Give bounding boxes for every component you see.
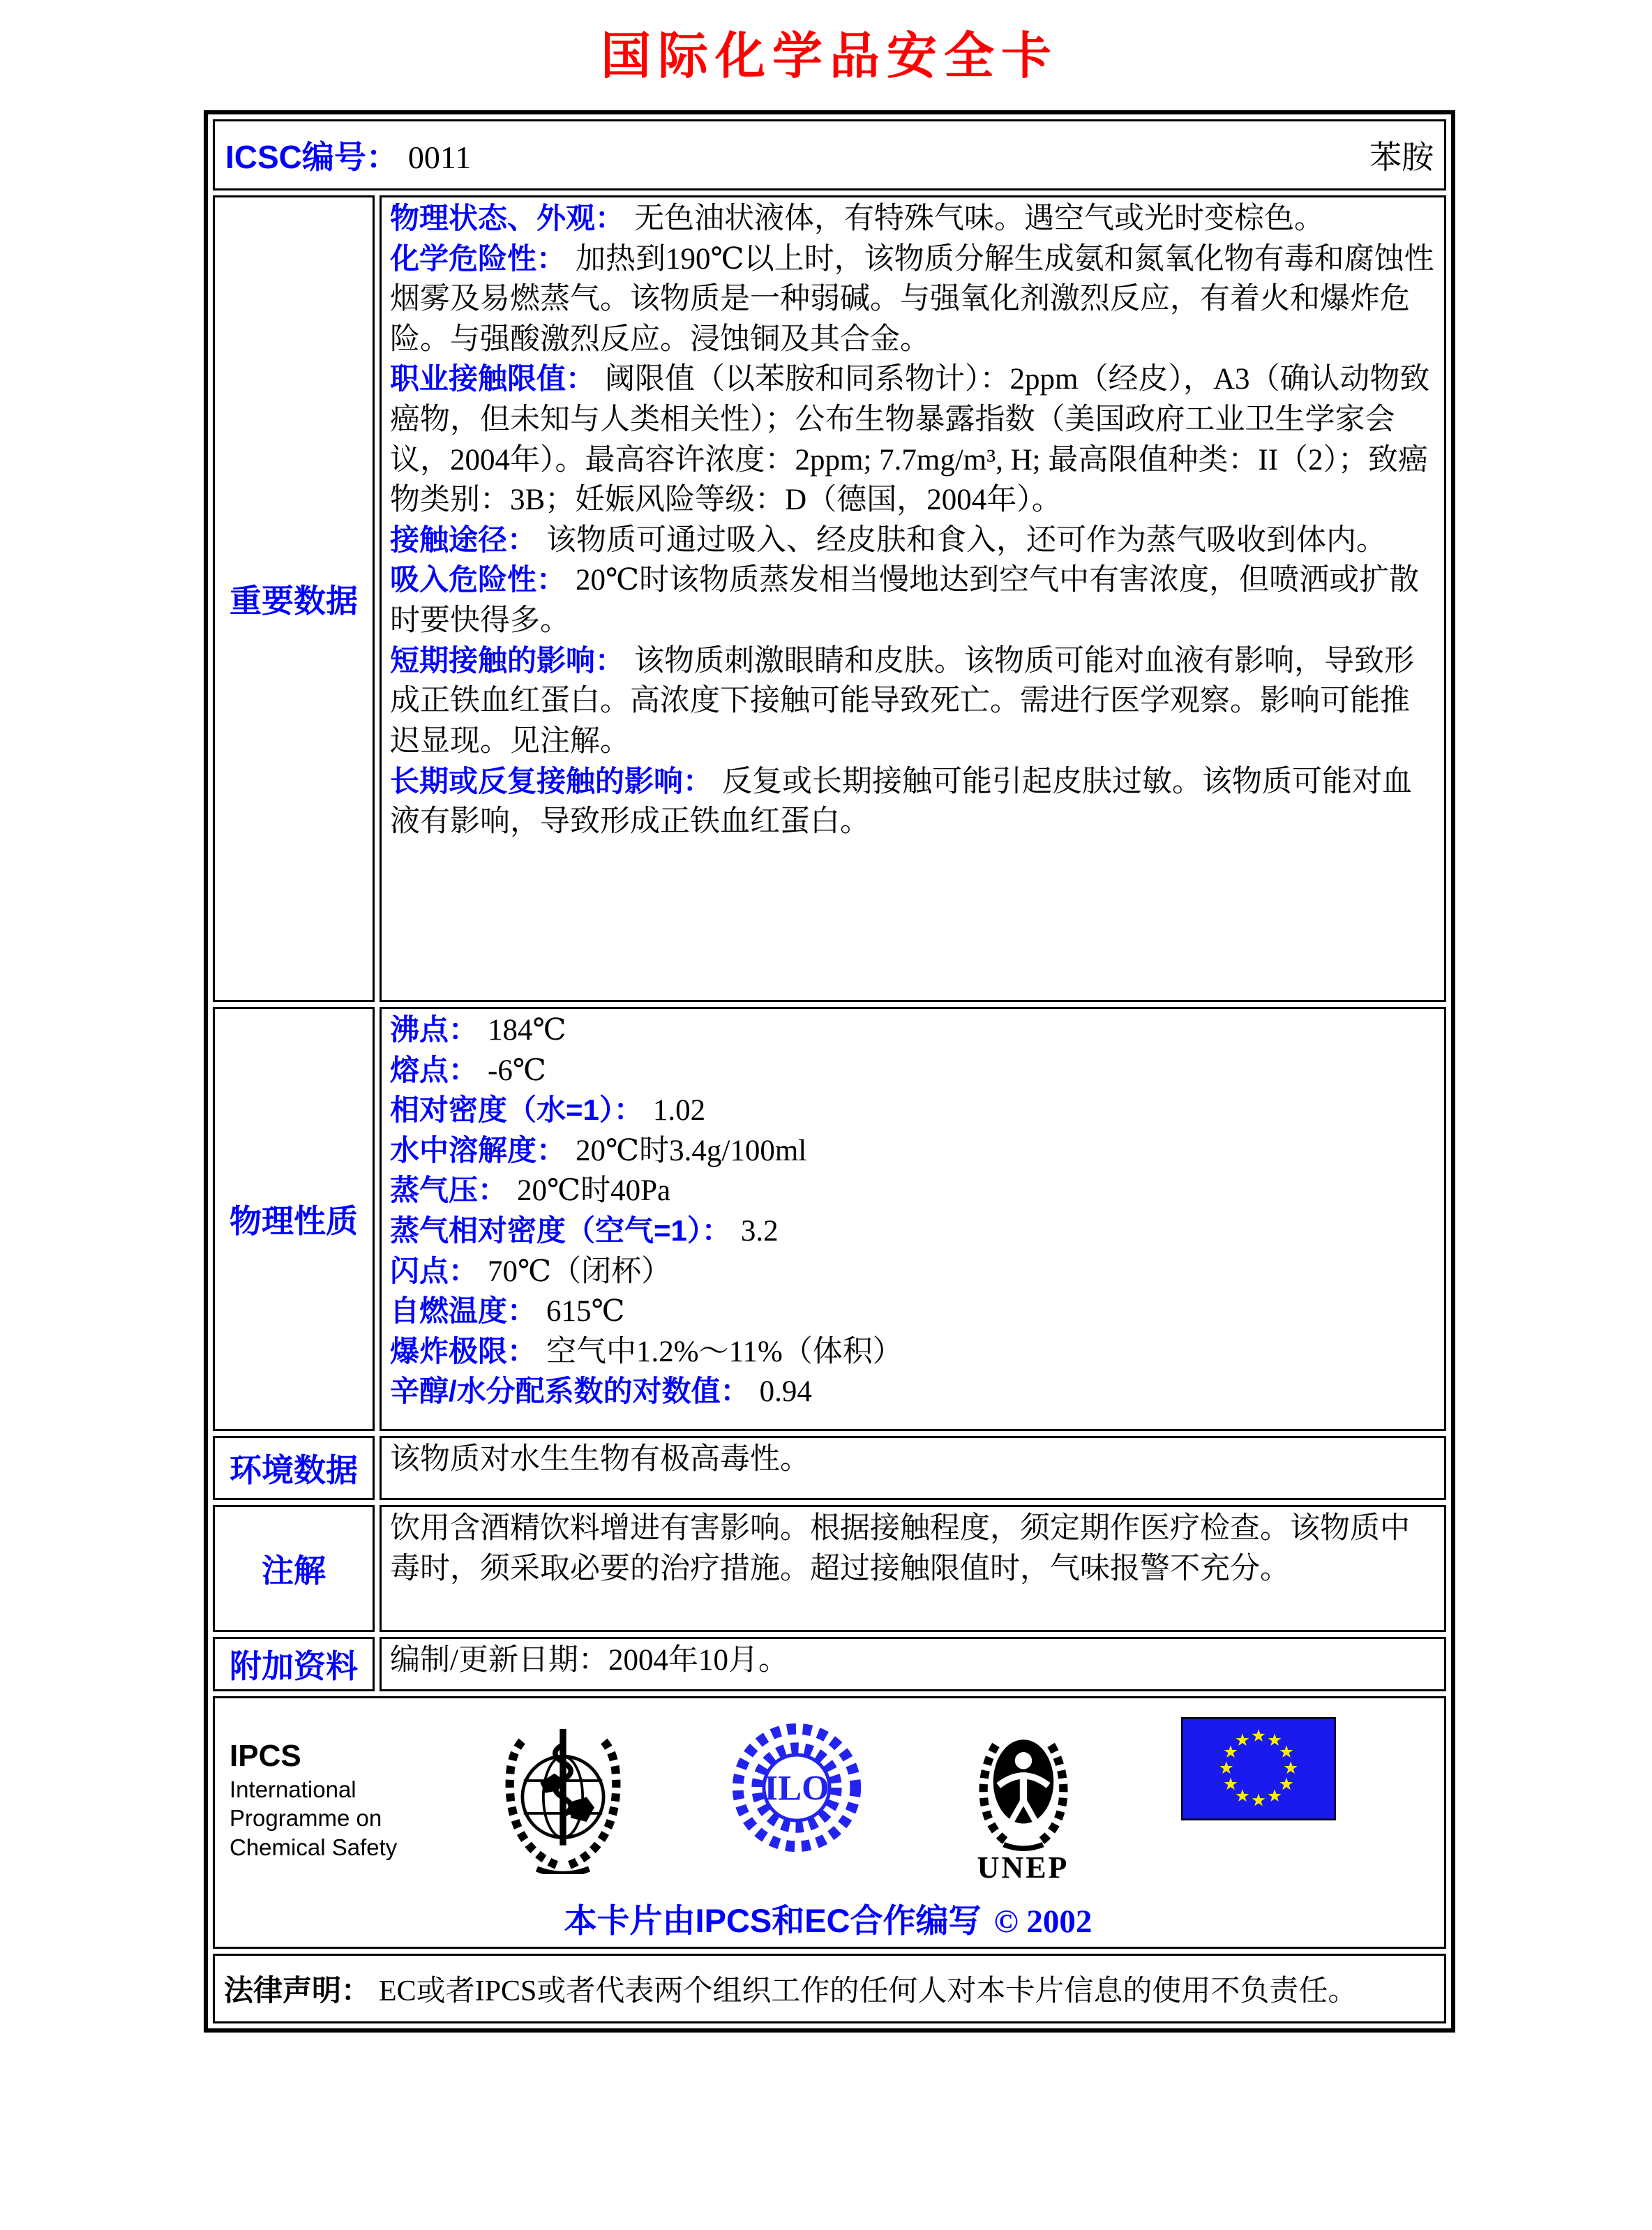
important-data-item	[390, 199, 1436, 239]
item-text: 阈限值（以苯胺和同系物计）：2ppm（经皮），A3（确认动物致癌物，但未知与人类相关性）；公布生物暴露指数（美国政府工业卫生学家会议，2004年）。最高容许浓度：2ppm; 7.7mg/m³, H; 最高限值种类：II（2）；致癌物类别：3B；妊娠风险等级：D（德国，2004年）。	[390, 363, 1430, 517]
property-value: 3.2	[740, 1215, 779, 1248]
notes-label-cell	[213, 1505, 375, 1632]
icsc-card-table	[204, 110, 1455, 2033]
item-keyword: 职业接触限值：	[390, 362, 596, 396]
item-text: 无色油状液体，有特殊气味。遇空气或光时变棕色。	[634, 202, 1325, 235]
ipcs-line3: Chemical Safety	[230, 1834, 398, 1860]
svg-text:ILO: ILO	[764, 1769, 829, 1809]
property-value: 184℃	[488, 1014, 566, 1047]
property-value: -6℃	[488, 1054, 546, 1087]
environmental-data-content: 该物质对水生生物有极高毒性。	[380, 1436, 1446, 1500]
property-value: 70℃（闭杯）	[488, 1255, 672, 1288]
additional-info-label-cell	[213, 1637, 375, 1691]
page-title: 国际化学品安全卡	[600, 29, 1058, 84]
item-keyword: 物理状态、外观：	[390, 202, 625, 234]
legal-row	[213, 1954, 1446, 2023]
important-data-item	[390, 762, 1436, 842]
item-keyword: 短期接触的影响：	[390, 643, 625, 677]
item-keyword: 吸入危险性：	[390, 563, 566, 597]
property-keyword: 蒸气压：	[390, 1174, 508, 1207]
environmental-data-label-cell	[213, 1436, 375, 1500]
logos-row	[213, 1696, 1446, 1949]
property-keyword: 蒸气相对密度（空气=1）：	[390, 1214, 731, 1248]
chemical-name: 苯胺	[1369, 140, 1434, 175]
environmental-data-row	[213, 1436, 1446, 1500]
copyright-text: © 2002	[993, 1903, 1092, 1940]
physical-property-item	[390, 1091, 1436, 1131]
important-data-item	[390, 239, 1436, 360]
property-keyword: 沸点：	[390, 1013, 479, 1046]
header-row	[213, 119, 1446, 190]
environmental-data-label: 环境数据	[230, 1452, 358, 1488]
physical-properties-row	[213, 1007, 1446, 1431]
physical-property-item	[390, 1252, 1436, 1292]
ipcs-line2: Programme on	[230, 1805, 382, 1832]
physical-properties-label: 物理性质	[230, 1203, 358, 1239]
icsc-number-value: 0011	[407, 140, 472, 175]
item-keyword: 接触途径：	[390, 523, 537, 556]
property-keyword: 水中溶解度：	[390, 1133, 566, 1167]
important-data-content	[380, 195, 1446, 1002]
physical-property-item	[390, 1292, 1436, 1332]
property-keyword: 自燃温度：	[390, 1294, 537, 1328]
physical-properties-content	[380, 1007, 1446, 1431]
important-data-row	[213, 195, 1446, 1002]
physical-property-item	[390, 1010, 1436, 1051]
notes-row	[213, 1505, 1446, 1632]
item-text: 该物质可通过吸入、经皮肤和食入，还可作为蒸气吸收到体内。	[546, 523, 1387, 557]
item-keyword: 化学危险性：	[390, 241, 566, 275]
notes-content: 饮用含酒精饮料增进有害影响。根据接触程度，须定期作医疗检查。该物质中毒时，须采取必要的治疗措施。超过接触限值时，气味报警不充分。	[380, 1505, 1446, 1632]
property-value: 0.94	[759, 1375, 812, 1409]
additional-info-row	[213, 1637, 1446, 1691]
physical-property-item	[390, 1211, 1436, 1252]
property-value: 20℃时40Pa	[517, 1174, 671, 1208]
important-data-item	[390, 521, 1436, 561]
who-logo-icon	[490, 1717, 636, 1874]
property-value: 20℃时3.4g/100ml	[576, 1134, 807, 1167]
important-data-label-cell	[213, 195, 375, 1002]
icsc-number-label: ICSC编号：	[225, 139, 398, 175]
additional-info-content: 编制/更新日期：2004年10月。	[380, 1637, 1446, 1691]
legal-text: EC或者IPCS或者代表两个组织工作的任何人对本卡片信息的使用不负责任。	[379, 1975, 1358, 2007]
important-data-item	[390, 560, 1436, 641]
ipcs-acronym: IPCS	[230, 1739, 301, 1773]
item-keyword: 长期或反复接触的影响：	[390, 764, 713, 798]
physical-property-item	[390, 1131, 1436, 1172]
eu-flag-icon	[1181, 1717, 1336, 1820]
item-text: 加热到190℃以上时，该物质分解生成氨和氮氧化物有毒和腐蚀性烟雾及易燃蒸气。该物质是一种弱碱。与强氧化剂激烈反应，有着火和爆炸危险。与强酸激烈反应。浸蚀铜及其合金。	[390, 242, 1434, 356]
unep-logo-icon	[958, 1717, 1089, 1885]
property-value: 615℃	[546, 1295, 625, 1329]
item-text: 20℃时该物质蒸发相当慢地达到空气中有害浓度，但喷洒或扩散时要快得多。	[390, 564, 1420, 638]
property-keyword: 熔点：	[390, 1053, 479, 1086]
cooperation-caption-text: 本卡片由IPCS和EC合作编写	[564, 1902, 982, 1939]
property-value: 空气中1.2%～11%（体积）	[546, 1335, 903, 1368]
item-text: 该物质刺激眼睛和皮肤。该物质可能对血液有影响，导致形成正铁血红蛋白。高浓度下接触可能导致死亡。需进行医学观察。影响可能推迟显现。见注解。	[390, 644, 1415, 758]
unep-caption: UNEP	[977, 1850, 1069, 1885]
physical-property-item	[390, 1171, 1436, 1211]
legal-label: 法律声明：	[224, 1974, 371, 2007]
property-keyword: 辛醇/水分配系数的对数值：	[390, 1375, 750, 1408]
ipcs-text-block	[230, 1717, 397, 1862]
physical-property-item	[390, 1332, 1436, 1372]
important-data-label: 重要数据	[230, 583, 358, 619]
property-keyword: 相对密度（水=1）：	[390, 1093, 643, 1127]
icsc-number-field	[225, 132, 471, 178]
ilo-logo-icon	[728, 1717, 865, 1861]
important-data-item	[390, 359, 1436, 520]
notes-label: 注解	[262, 1552, 326, 1589]
property-keyword: 爆炸极限：	[390, 1334, 537, 1368]
item-text: 反复或长期接触可能引起皮肤过敏。该物质可能对血液有影响，导致形成正铁血红蛋白。	[390, 765, 1413, 839]
property-value: 1.02	[652, 1094, 706, 1128]
additional-info-label: 附加资料	[230, 1648, 358, 1684]
ipcs-line1: International	[230, 1776, 356, 1802]
cooperation-caption	[230, 1895, 1427, 1942]
property-keyword: 闪点：	[390, 1254, 479, 1287]
physical-property-item	[390, 1051, 1436, 1091]
physical-properties-label-cell	[213, 1007, 375, 1431]
physical-property-item	[390, 1372, 1436, 1412]
important-data-item	[390, 641, 1436, 762]
